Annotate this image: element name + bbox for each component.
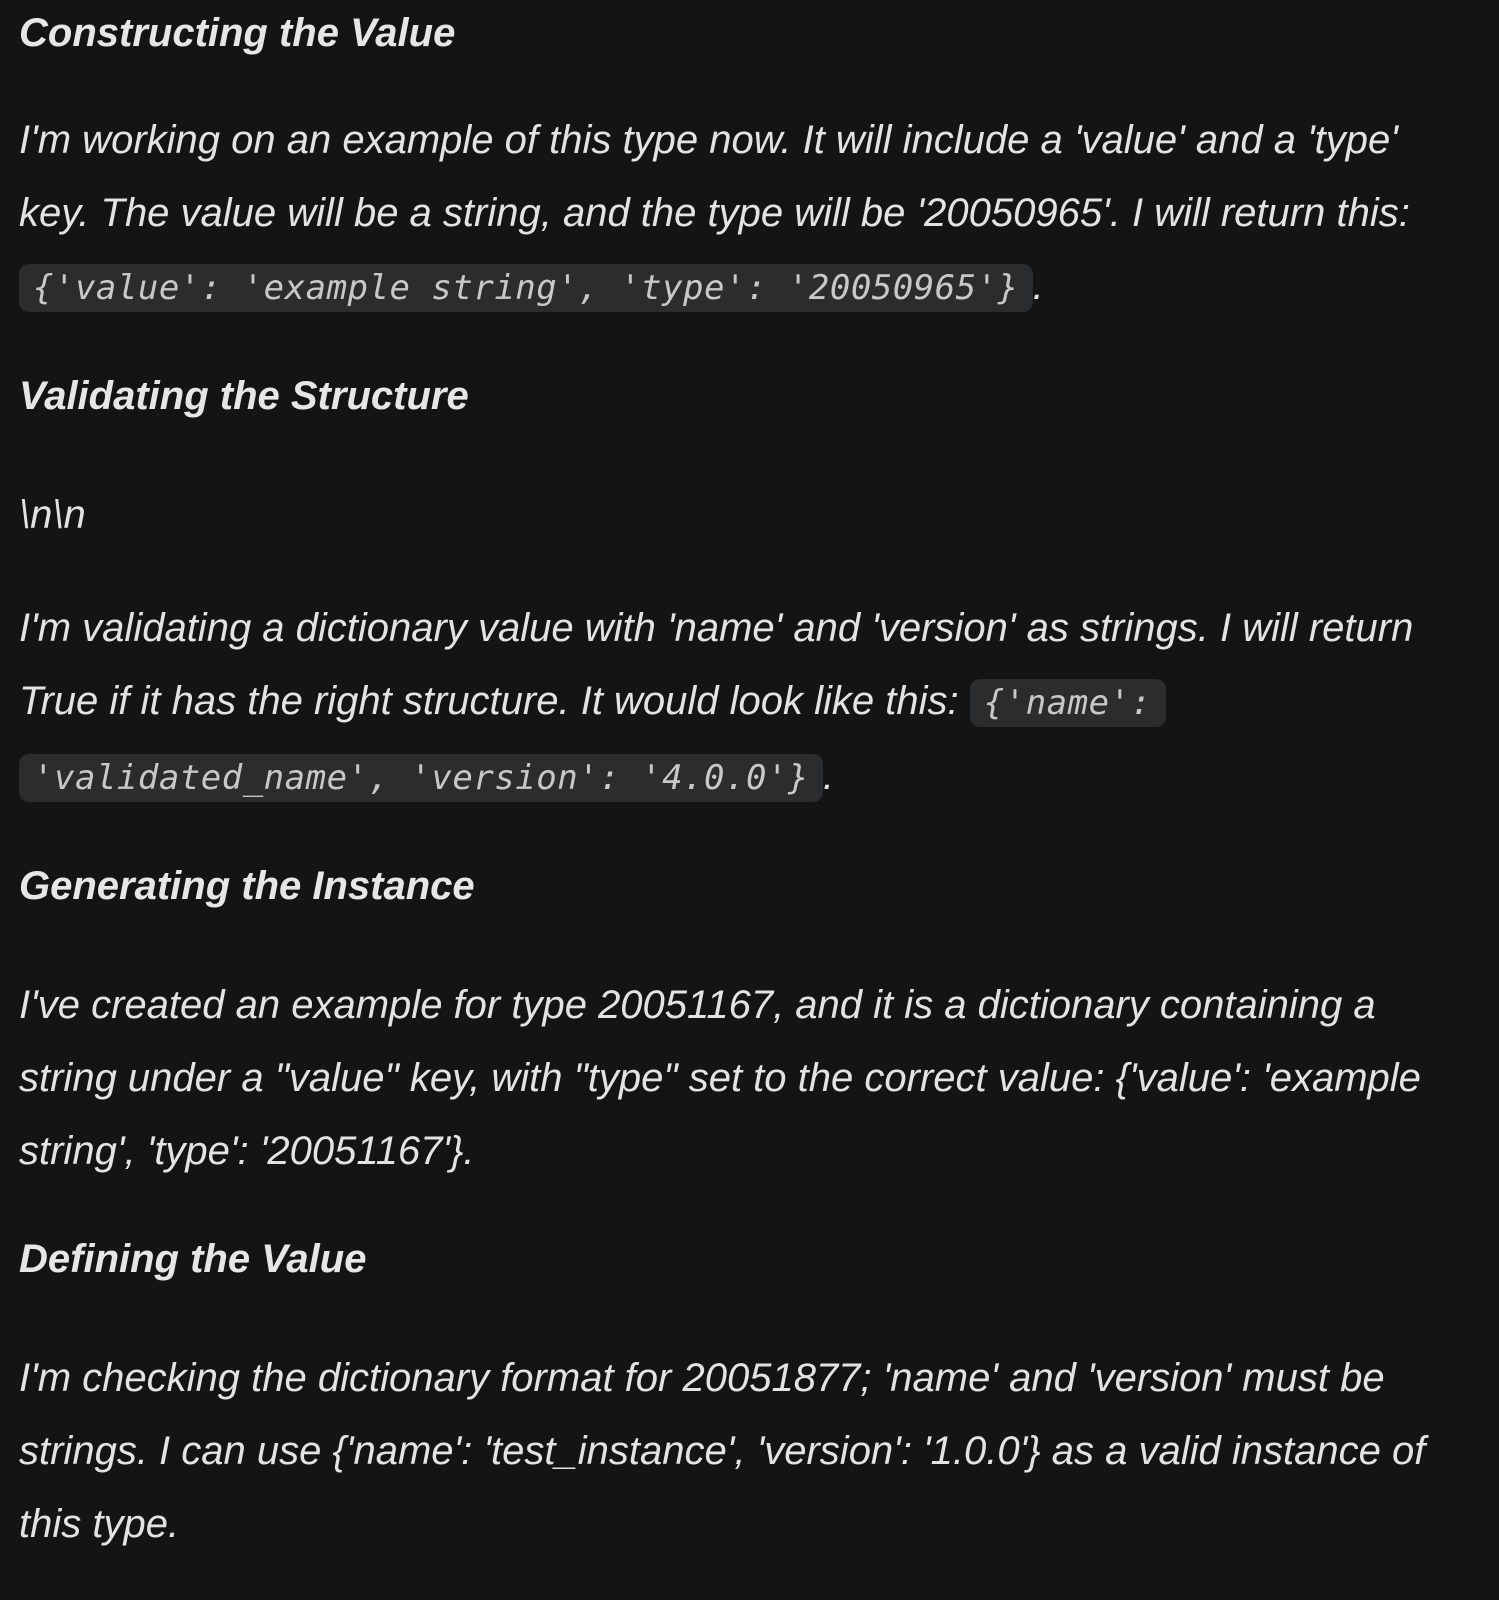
section-heading-constructing: Constructing the Value [19,11,456,55]
section-body-generating: I've created an example for type 20051167, and it is a dictionary containing a string under a "value" key, with "type" set to the correct value: {'value': 'example string', 'type': '20051167'}. [19,983,1421,1173]
section-body-constructing [19,104,1460,325]
section-heading-defining: Defining the Value [19,1237,367,1281]
body-text-end: . [1032,264,1044,308]
escape-sequence-text: \n\n [19,493,86,537]
inline-code: {'value': 'example string', 'type': '20050965'} [19,264,1033,312]
body-text-end: . [822,754,835,798]
inline-code: {'name': 'validated_name', 'version': '4.0.0'} [19,679,1166,802]
section-heading-validating: Validating the Structure [19,374,469,418]
body-text: I'm working on an example of this type now. It will include a 'value' and a 'type' key. The value will be a string, and the type will be '20050965'. I will return this: [19,118,1410,235]
section-heading-generating: Generating the Instance [19,864,475,908]
section-body-defining: I'm checking the dictionary format for 20051877; 'name' and 'version' must be strings. I can use {'name': 'test_instance', 'version': '1.0.0'} as a valid instance of this type. [19,1356,1426,1546]
section-body-validating [19,592,1460,815]
body-text: I'm validating a dictionary value with 'name' and 'version' as strings. I will return True if it has the right structure. It would look like this: [19,606,1414,723]
